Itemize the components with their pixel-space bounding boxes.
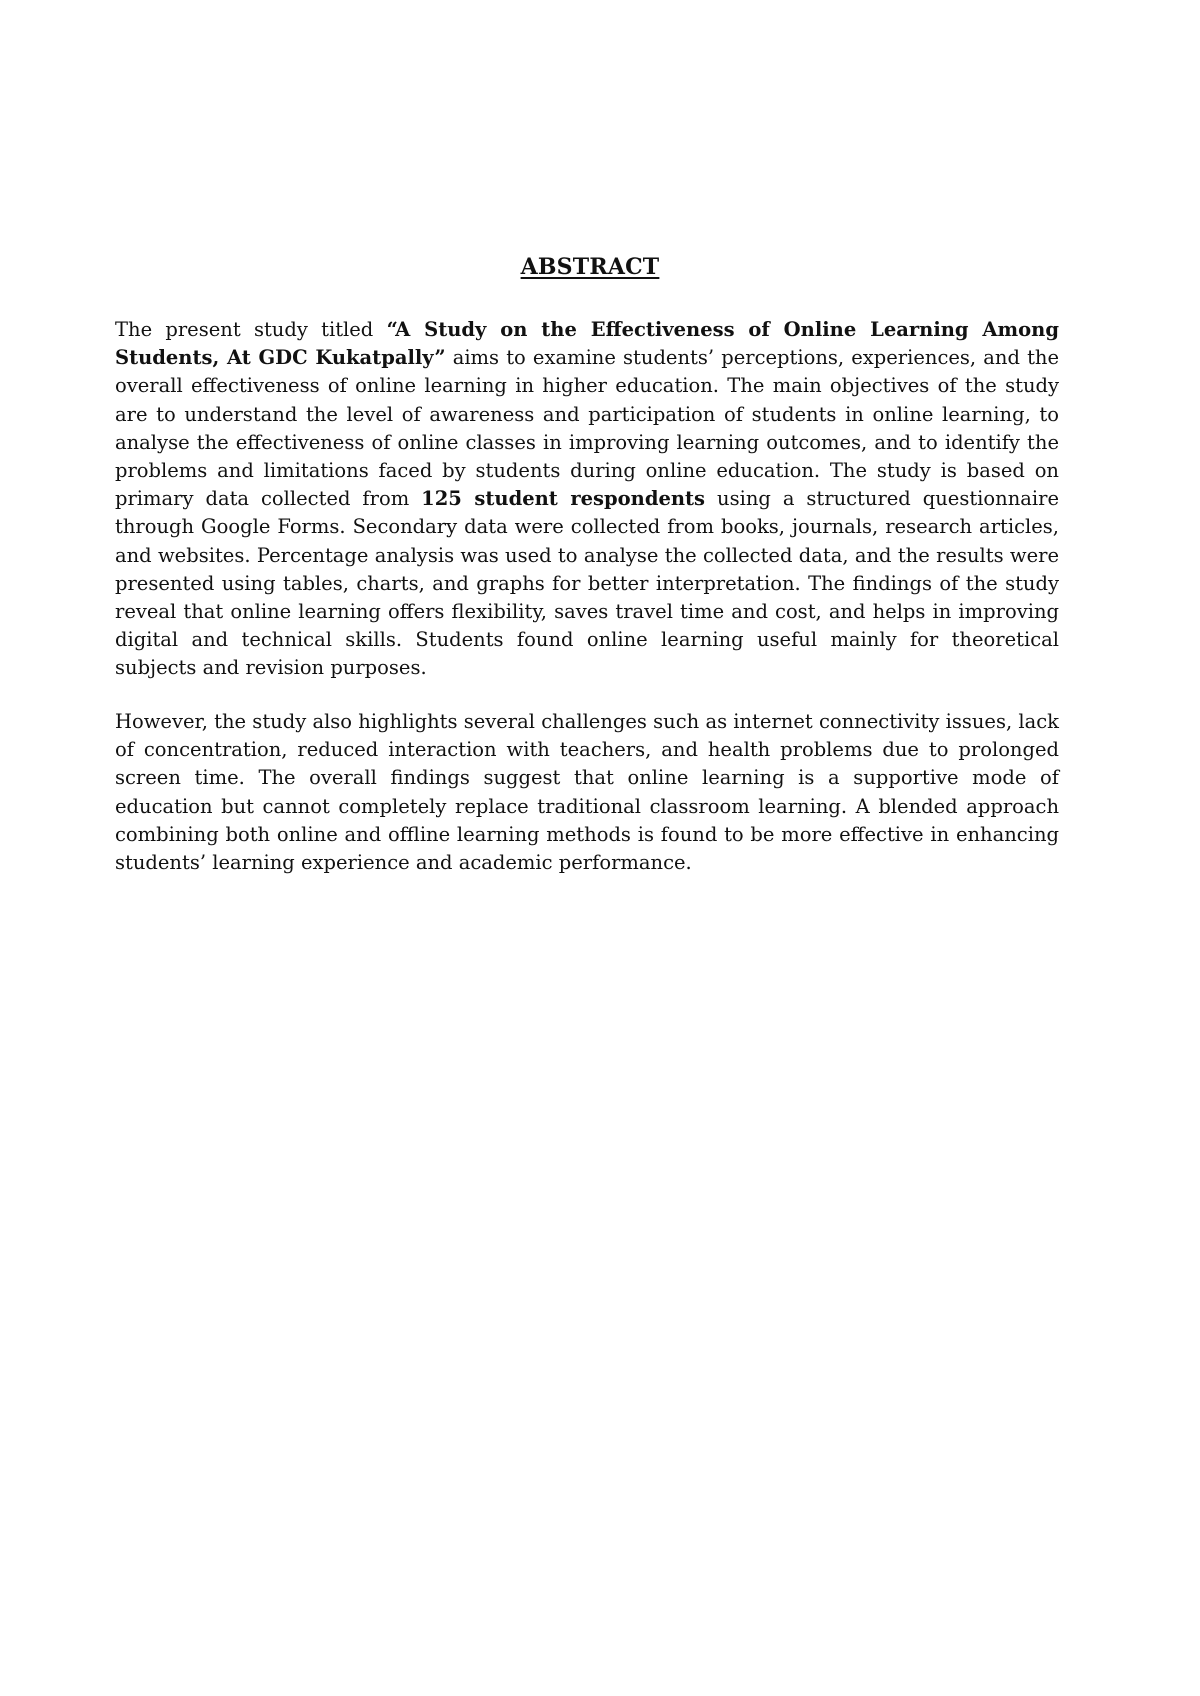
paragraph-text-a: aims to examine students’ perceptions, experiences, and the overall effectiveness of online learning in higher education. The main objectives of the study are to understand the level of awareness and participation of students in online learning, to analyse the effectiveness of online classes in improving learning outcomes, and to identify the problems and limitations faced by students during online education. The study is based on primary data collected from bbox=[115, 346, 1060, 511]
study-title: “A Study on the Effectiveness of Online Learning Among Students, At GDC Kukatpally” bbox=[115, 318, 1059, 370]
respondent-count: 125 student respondents bbox=[421, 487, 706, 511]
abstract-paragraph-2: However, the study also highlights several challenges such as internet connectivity issues, lack of concentration, reduced interaction with teachers, and health problems due to prolonged screen time. The overall findings suggest that online learning is a supportive mode of education but cannot completely replace traditional classroom learning. A blended approach combining both online and offline learning methods is found to be more effective in enhancing students’ learning experience and academic performance. bbox=[115, 710, 1059, 875]
abstract-heading: ABSTRACT bbox=[520, 254, 660, 280]
paragraph-intro: The present study titled bbox=[115, 318, 387, 341]
abstract-paragraph-1 bbox=[115, 316, 1059, 683]
paragraph-text-b: using a structured questionnaire through Google Forms. Secondary data were collected from books, journals, research articles, and websites. Percentage analysis was used to analyse the collected data, and the results were presented using tables, charts, and graphs for better interpretation. The findings of the study reveal that online learning offers flexibility, saves travel time and cost, and helps in improving digital and technical skills. Students found online learning useful mainly for theoretical subjects and revision purposes. bbox=[115, 487, 1059, 680]
